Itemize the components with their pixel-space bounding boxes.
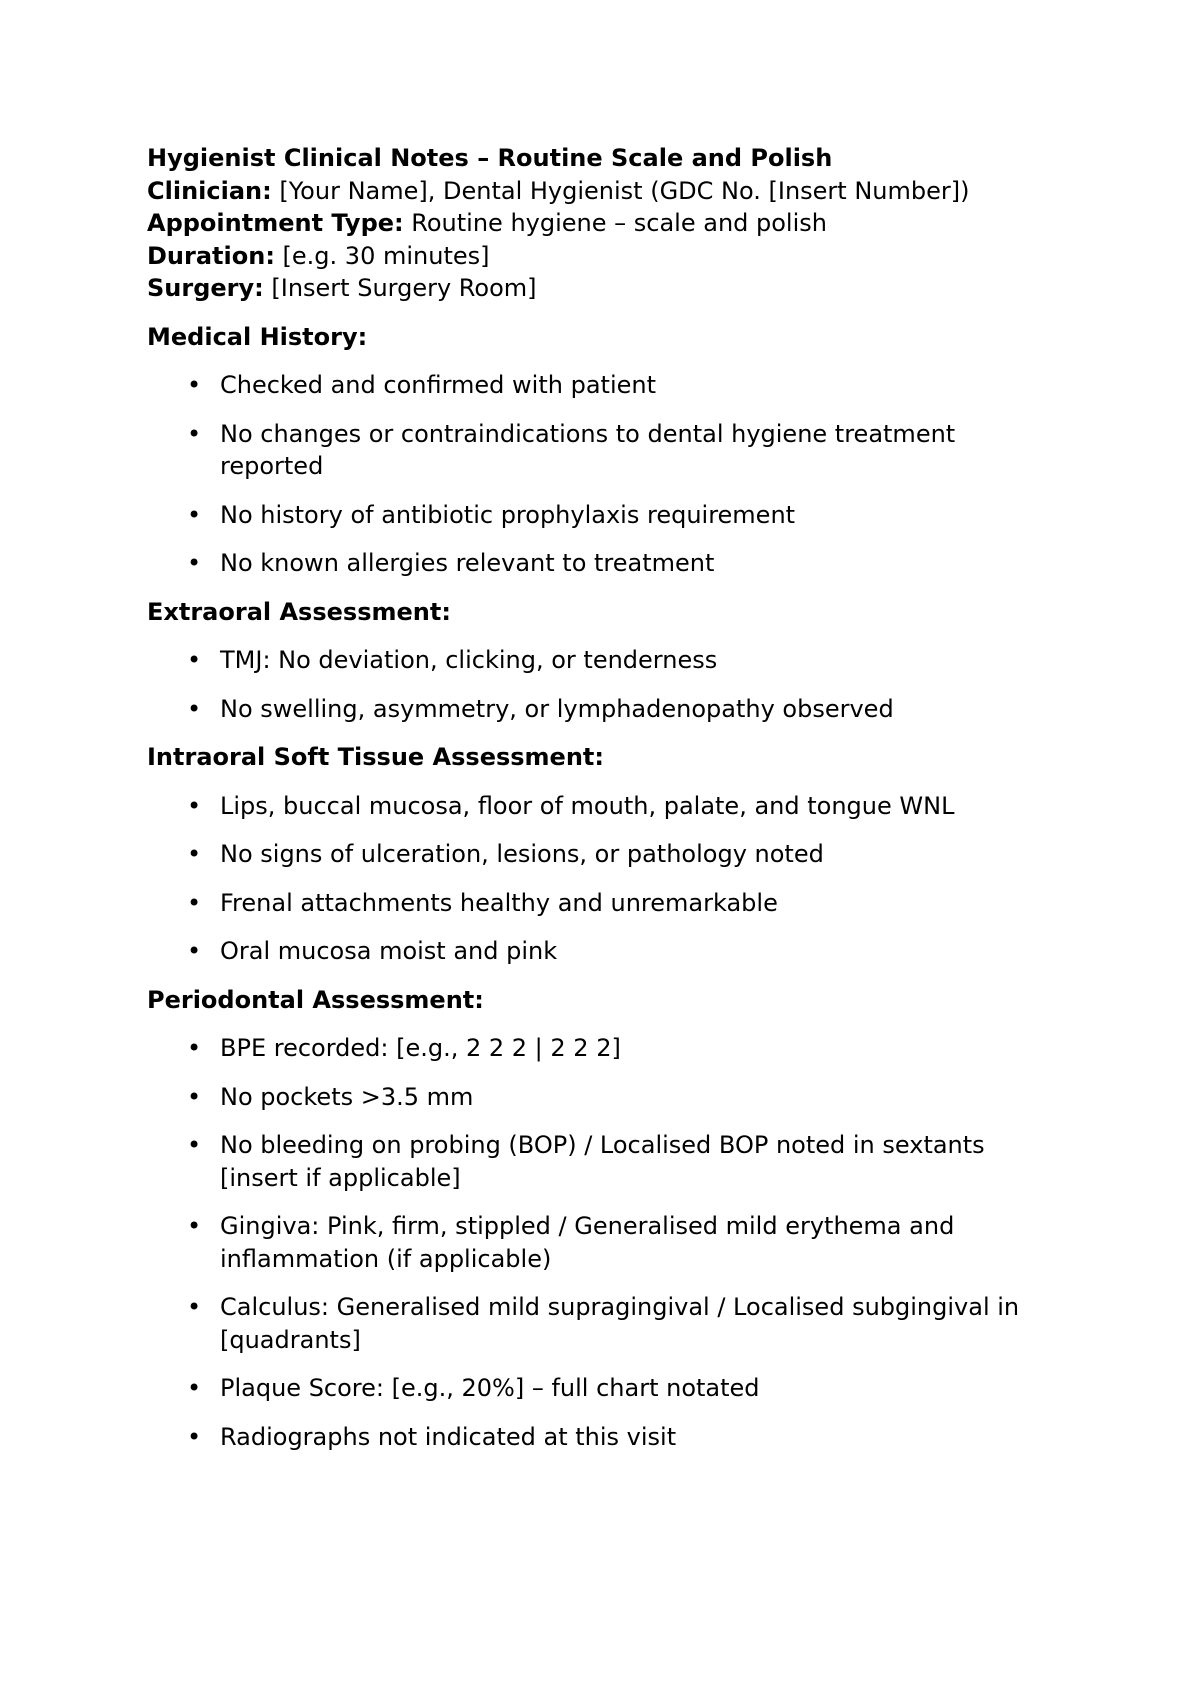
list-item-text: TMJ: No deviation, clicking, or tenderness [220, 646, 718, 674]
clinician-label: Clinician: [147, 176, 272, 205]
list-item-text: No bleeding on probing (BOP) / Localised BOP noted in sextants [insert if applicable] [220, 1131, 985, 1192]
list-item [147, 644, 1047, 677]
list-item-text: Calculus: Generalised mild supragingival / Localised subgingival in [quadrants] [220, 1293, 1020, 1354]
clinician-line [147, 175, 1047, 208]
list-item [147, 838, 1047, 871]
clinician-value: [Your Name], Dental Hygienist (GDC No. [Insert Number]) [271, 176, 970, 205]
list-item [147, 547, 1047, 580]
list-item-text: No pockets >3.5 mm [220, 1082, 474, 1111]
list-item [147, 693, 1047, 726]
bullet-list [147, 369, 1047, 580]
section-heading: Periodontal Assessment: [147, 985, 484, 1014]
bullet-icon: • [187, 840, 202, 868]
periodontal-assessment-section [147, 984, 1047, 1454]
bullet-list [147, 1032, 1047, 1453]
section-heading: Medical History: [147, 322, 368, 351]
list-item [147, 1372, 1047, 1405]
list-item-text: Gingiva: Pink, firm, stippled / Generalised mild erythema and inflammation (if applicable) [220, 1212, 955, 1273]
list-item-text: No known allergies relevant to treatment [220, 549, 715, 577]
list-item-text: No swelling, asymmetry, or lymphadenopathy observed [220, 694, 894, 723]
bullet-icon: • [187, 1131, 202, 1159]
list-item [147, 369, 1047, 402]
bullet-icon: • [187, 646, 202, 674]
list-item [147, 887, 1047, 920]
list-item-text: Frenal attachments healthy and unremarkable [220, 888, 778, 917]
medical-history-section [147, 321, 1047, 580]
list-item-text: No signs of ulceration, lesions, or pathology noted [220, 840, 824, 868]
list-item [147, 935, 1047, 968]
list-item [147, 1129, 1047, 1194]
list-item-text: Radiographs not indicated at this visit [220, 1422, 677, 1451]
list-item-text: Lips, buccal mucosa, floor of mouth, palate, and tongue WNL [220, 791, 955, 820]
bullet-icon: • [187, 1374, 202, 1402]
bullet-icon: • [187, 791, 202, 820]
bullet-list [147, 644, 1047, 725]
bullet-icon: • [187, 1082, 202, 1111]
list-item-text: BPE recorded: [e.g., 2 2 2 | 2 2 2] [220, 1034, 621, 1062]
appointment-details [147, 175, 1047, 305]
appointment-type-value: Routine hygiene – scale and polish [403, 209, 827, 237]
list-item [147, 418, 1047, 483]
section-heading: Intraoral Soft Tissue Assessment: [147, 743, 604, 771]
duration-line [147, 240, 1047, 273]
list-item [147, 1081, 1047, 1114]
bullet-icon: • [187, 371, 202, 399]
bullet-icon: • [187, 1034, 202, 1062]
extraoral-assessment-section [147, 596, 1047, 726]
bullet-icon: • [187, 500, 202, 529]
bullet-icon: • [187, 1212, 202, 1240]
bullet-list [147, 790, 1047, 968]
list-item [147, 1210, 1047, 1275]
intraoral-soft-tissue-section [147, 741, 1047, 968]
bullet-icon: • [187, 1293, 202, 1321]
duration-label: Duration: [147, 241, 275, 270]
list-item-text: Plaque Score: [e.g., 20%] – full chart notated [220, 1374, 760, 1402]
appointment-type-label: Appointment Type: [147, 209, 404, 237]
bullet-icon: • [187, 888, 202, 917]
bullet-icon: • [187, 694, 202, 723]
bullet-icon: • [187, 937, 202, 965]
list-item [147, 499, 1047, 532]
bullet-icon: • [187, 419, 202, 448]
appointment-type-line [147, 207, 1047, 240]
list-item [147, 1032, 1047, 1065]
surgery-line [147, 272, 1047, 305]
list-item-text: No history of antibiotic prophylaxis requirement [220, 500, 796, 529]
list-item-text: Checked and confirmed with patient [220, 371, 656, 399]
document-title: Hygienist Clinical Notes – Routine Scale and Polish [147, 144, 833, 172]
bullet-icon: • [187, 549, 202, 577]
list-item [147, 1421, 1047, 1454]
list-item [147, 790, 1047, 823]
list-item-text: Oral mucosa moist and pink [220, 937, 558, 965]
list-item [147, 1291, 1047, 1356]
list-item-text: No changes or contraindications to dental hygiene treatment reported [220, 419, 956, 480]
surgery-label: Surgery: [147, 274, 264, 302]
surgery-value: [Insert Surgery Room] [263, 274, 537, 302]
duration-value: [e.g. 30 minutes] [274, 241, 490, 270]
bullet-icon: • [187, 1422, 202, 1451]
document-body [147, 142, 1047, 1453]
section-heading: Extraoral Assessment: [147, 597, 451, 626]
